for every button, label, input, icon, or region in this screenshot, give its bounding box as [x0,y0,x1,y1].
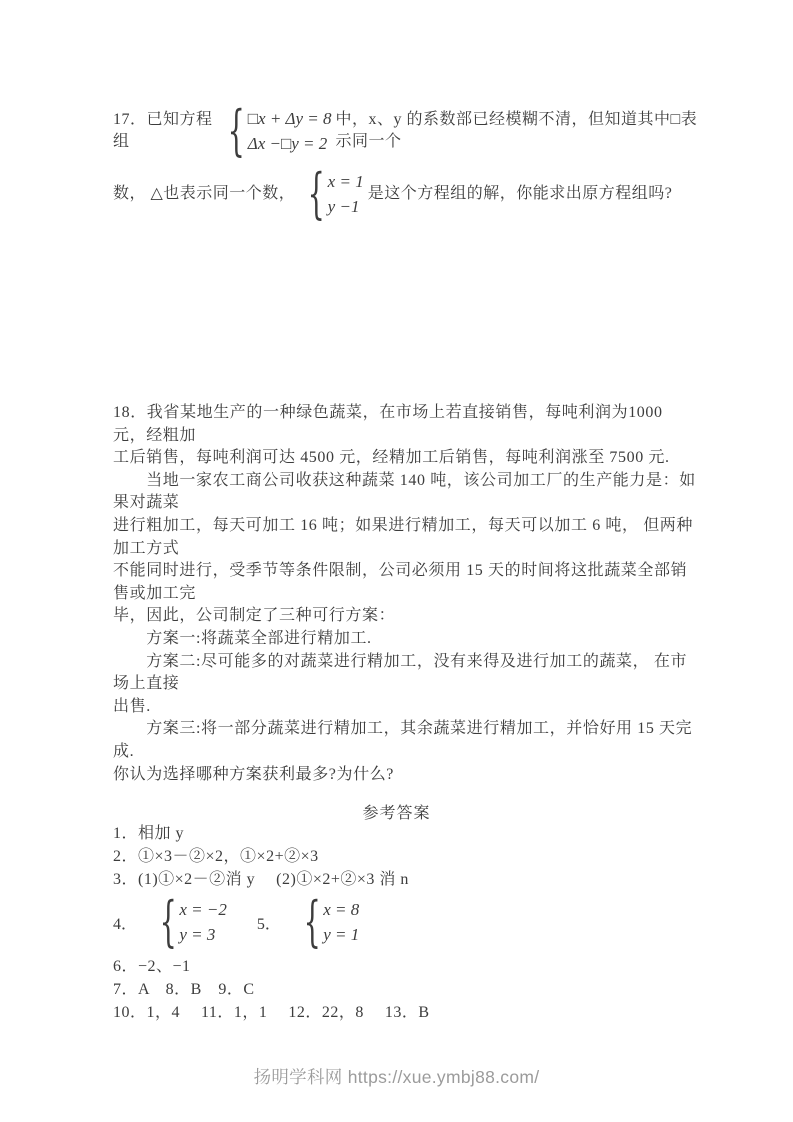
answer-key-title: 参考答案 [362,805,431,822]
question-18-text-line: 不能同时进行，受季节等条件限制，公司必须用 15 天的时间将这批蔬菜全部销售或加工完 [113,562,688,602]
question-18-text-line: 18．我省某地生产的一种绿色蔬菜，在市场上若直接销售，每吨利润为1000 元，经粗加 [113,404,668,444]
equation-line: x = 1 [327,172,364,191]
question-17 [113,99,713,225]
equation-line: □x + Δy = 8 [247,109,332,128]
question-18 [113,402,698,786]
question-17-line-2 [113,162,713,225]
site-watermark-link: 扬明学科网 https://xue.ymbj88.com/ [253,1067,540,1087]
equation-system-solution [299,162,364,225]
answer-4-label: 4． [113,915,138,933]
equation-line: y = 1 [323,925,360,944]
question-18-text-line: 当地一家农工商公司收获这种蔬菜 140 吨，该公司加工厂的生产能力是：如果对蔬菜 [113,471,696,512]
answers-7-to-9: 7．A 8．B 9．C [113,981,255,998]
equation-line: x = 8 [323,900,360,919]
answer-5-label: 5． [256,915,281,933]
answer-key-section [113,822,698,1024]
answers-10-to-13: 10．1，4 11．1，1 12．22，8 13．B [113,1004,430,1021]
equation-system-unknown-coefficients [219,99,332,162]
equation-column [179,897,227,947]
question-17-text-after-system: 中，x、y 的系数部已经模糊不清，但知道其中□表示同一个 [335,110,698,150]
answers-4-and-5-row [113,890,698,953]
equation-line: y −1 [327,197,360,216]
question-18-plan-2-continued: 出售. [113,697,151,715]
answer-5-equation-system [295,890,360,953]
question-18-text-line: 毕，因此，公司制定了三种可行方案： [113,607,396,625]
question-18-plan-1: 方案一:将蔬菜全部进行精加工. [113,629,372,647]
question-17-closing-text: 是这个方程组的解，你能求出原方程组吗? [367,184,673,202]
question-18-text-line: 进行粗加工，每天可加工 16 吨；如果进行精加工，每天可以加工 6 吨， 但两种加工方式 [113,516,694,557]
question-18-plan-2: 方案二:尽可能多的对蔬菜进行精加工，没有来得及进行加工的蔬菜， 在市场上直接 [113,652,688,693]
left-brace-glyph: { [227,99,246,162]
answer-3: 3．(1)①×2－②消 y (2)①×2+②×3 消 n [113,871,409,888]
question-18-plan-3: 方案三:将一部分蔬菜进行精加工，其余蔬菜进行精加工，并恰好用 15 天完成. [113,720,693,760]
answer-4-equation-system [151,890,227,953]
question-18-final-question: 你认为选择哪种方案获利最多?为什么? [113,765,395,783]
equation-line: Δx −□y = 2 [247,134,328,153]
left-brace-glyph: { [307,162,326,225]
question-17-prefix: 17．已知方程组 [113,110,213,150]
equation-column [248,106,332,156]
left-brace-glyph: { [159,890,177,953]
equation-line: y = 3 [179,925,216,944]
answer-2: 2．①×3－②×2，①×2+②×3 [113,848,319,865]
equation-column [328,169,364,219]
question-17-line2-prefix: 数， △也表示同一个数， [113,184,296,202]
answer-6: 6．−2、−1 [113,958,191,975]
page-footer [0,1064,793,1089]
equation-column [323,897,359,947]
equation-line: x = −2 [179,900,227,919]
question-18-text-line: 工后销售，每吨利润可达 4500 元，经精加工后销售，每吨利润涨至 7500 元. [113,449,670,467]
answer-1: 1．相加 y [113,825,185,842]
left-brace-glyph: { [303,890,321,953]
question-17-line-1 [113,99,713,162]
